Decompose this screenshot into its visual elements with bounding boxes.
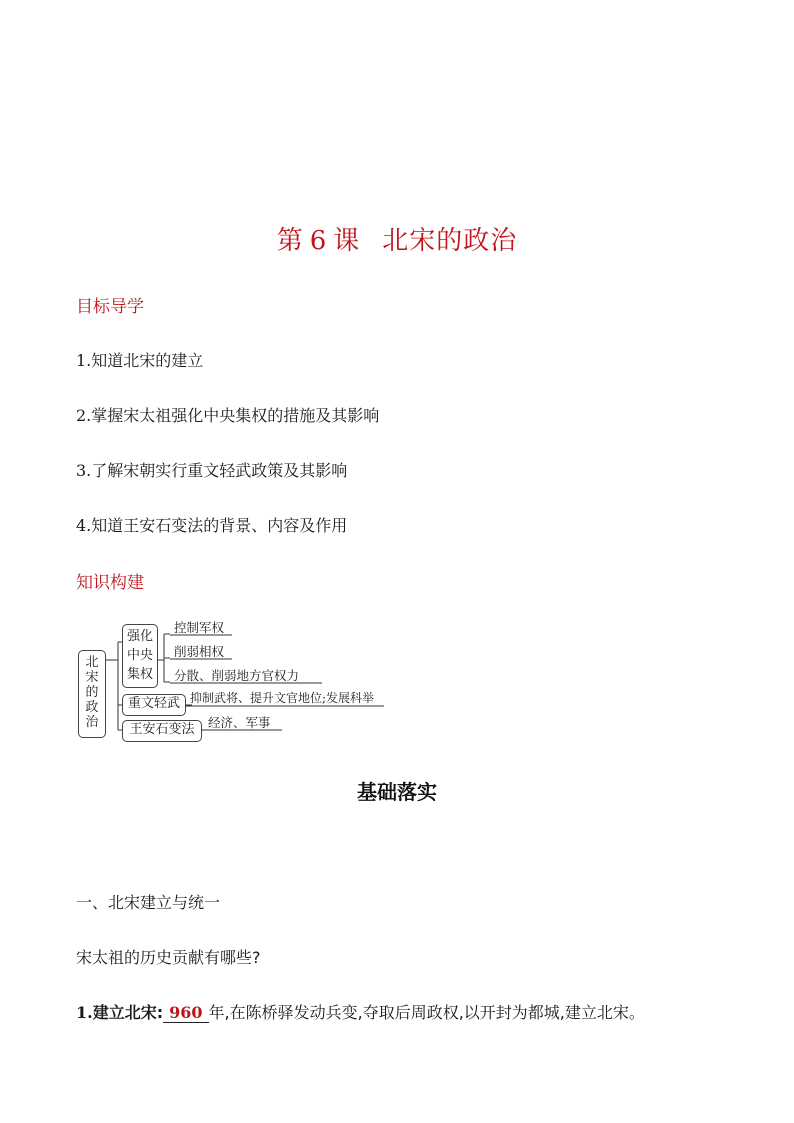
goal-item-2: 2.掌握宋太祖强化中央集权的措施及其影响 (76, 406, 380, 425)
knowledge-heading: 知识构建 (76, 573, 144, 593)
title-suffix: 课 (333, 226, 361, 256)
goal-item-3: 3.了解宋朝实行重文轻武政策及其影响 (76, 461, 348, 480)
diagram-root-box (78, 650, 106, 738)
diagram-leaf-chancellor: 削弱相权 (174, 644, 225, 659)
diagram-branch-culture (122, 694, 186, 716)
diagram-branch-centralize (122, 624, 158, 688)
diagram-branch-culture-label: 重文轻武 (127, 696, 180, 711)
point-1-num: 1. (76, 1003, 93, 1022)
point-1-label: 建立北宋: (92, 1003, 164, 1022)
knowledge-diagram (76, 612, 416, 747)
diagram-leaf-reform: 经济、军事 (208, 715, 271, 730)
diagram-leaf-culture: 抑制武将、提升文官地位;发展科举 (190, 691, 375, 705)
point-1-text: 年,在陈桥驿发动兵变,夺取后周政权,以开封为都城,建立北宋。 (208, 1003, 645, 1022)
goal-item-1: 1.知道北宋的建立 (76, 351, 204, 370)
title-name: 北宋的政治 (382, 226, 518, 256)
lesson-title (0, 220, 794, 257)
title-number: 6 (309, 226, 328, 256)
diagram-branch-reform-label: 王安石变法 (129, 722, 195, 737)
question-text: 宋太祖的历史贡献有哪些? (76, 948, 261, 967)
goals-heading: 目标导学 (76, 297, 144, 317)
diagram-leaf-local: 分散、削弱地方官权力 (174, 668, 300, 683)
basics-heading: 基础落实 (357, 780, 437, 804)
section-one-heading: 一、北宋建立与统一 (76, 893, 221, 912)
goal-item-4: 4.知道王安石变法的背景、内容及作用 (76, 516, 348, 535)
point-1 (76, 1000, 645, 1023)
title-prefix: 第 (276, 226, 304, 256)
point-1-blank: 960 (163, 1003, 208, 1023)
diagram-branch-reform (122, 720, 202, 742)
diagram-branch-centralize-label: 强化中央集权 (126, 629, 153, 682)
diagram-root-label: 北宋的政治 (85, 655, 99, 730)
diagram-leaf-military: 控制军权 (174, 620, 225, 635)
